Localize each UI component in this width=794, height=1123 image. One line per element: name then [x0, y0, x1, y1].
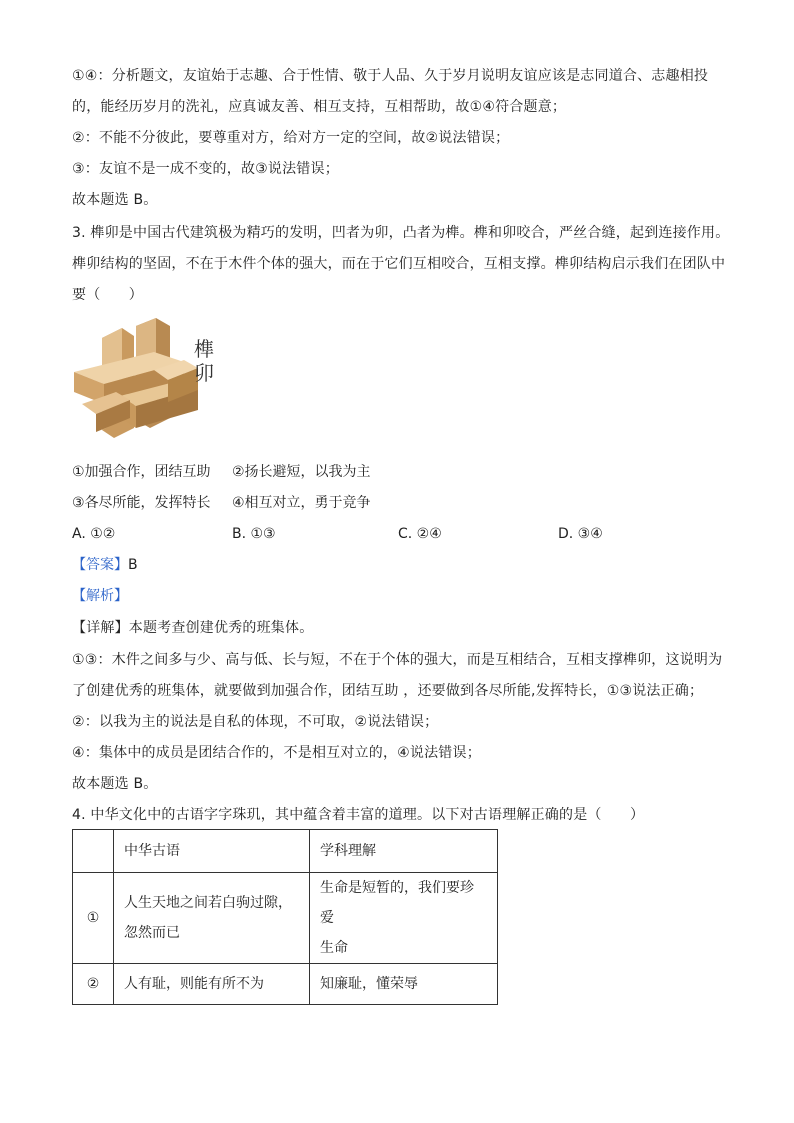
- question-3-stem: 榫卯结构的坚固，不在于木件个体的强大，而在于它们互相咬合，互相支撑。榫卯结构启示我们在团队中: [72, 256, 726, 272]
- table-row: [73, 873, 498, 964]
- detail-line: ④：集体中的成员是团结合作的，不是相互对立的，④说法错误；: [72, 745, 481, 761]
- mortise-tenon-image: [74, 318, 234, 446]
- analysis-line: [72, 586, 128, 606]
- table-header-row: [73, 830, 498, 873]
- answer-value: B: [128, 557, 138, 573]
- table-cell: [73, 830, 114, 873]
- statement-3: ③各尽所能，发挥特长: [72, 495, 211, 511]
- detail-line: 【详解】本题考查创建优秀的班集体。: [72, 620, 314, 636]
- detail-line: ①③：木件之间多与少、高与低、长与短，不在于个体的强大，而是互相结合，互相支撑榫卯，这说明为: [72, 652, 723, 668]
- table-cell: [114, 873, 310, 964]
- detail-line: 了创建优秀的班集体，就要做到加强合作，团结互助 ，还要做到各尽所能,发挥特长，①③说法正确；: [72, 683, 704, 699]
- question-3-stem: 3. 榫卯是中国古代建筑极为精巧的发明，凹者为卯，凸者为榫。榫和卯咬合，严丝合缝，起到连接作用。: [72, 225, 730, 241]
- row-number: ①: [73, 873, 114, 964]
- option-a: A. ①②: [72, 526, 116, 542]
- table-header-proverb: 中华古语: [114, 830, 310, 873]
- option-d: D. ③④: [558, 526, 603, 542]
- row-number: ②: [73, 964, 114, 1005]
- table-cell: 知廉耻，懂荣辱: [310, 964, 498, 1005]
- statement-2: ②扬长避短，以我为主: [232, 464, 371, 480]
- statement-4: ④相互对立，勇于竞争: [232, 495, 371, 511]
- cell-line: 生命是短暂的，我们要珍爱: [320, 880, 474, 926]
- text-line: ①④：分析题文，友谊始于志趣、合于性情、敬于人品、久于岁月说明友谊应该是志同道合、志趣相投: [72, 68, 709, 84]
- proverb-table: [72, 829, 498, 1005]
- table-cell: 人有耻，则能有所不为: [114, 964, 310, 1005]
- analysis-tag: 【解析】: [72, 588, 128, 604]
- text-line: ②：不能不分彼此，要尊重对方，给对方一定的空间，故②说法错误；: [72, 130, 510, 146]
- text-line: 的，能经历岁月的洗礼，应真诚友善、相互支持，互相帮助，故①④符合题意；: [72, 99, 567, 115]
- cell-line: 忽然而已: [124, 925, 180, 941]
- answer-line: [72, 555, 138, 575]
- detail-line: ②：以我为主的说法是自私的体现，不可取，②说法错误；: [72, 714, 439, 730]
- figure-label: 榫: [194, 337, 214, 361]
- option-c: C. ②④: [398, 526, 442, 542]
- cell-line: 生命: [320, 940, 348, 956]
- question-4-stem: 4. 中华文化中的古语字字珠玑，其中蕴含着丰富的道理。以下对古语理解正确的是（ ）: [72, 807, 645, 823]
- question-3-stem: 要（ ）: [72, 287, 143, 303]
- option-b: B. ①③: [232, 526, 276, 542]
- table-header-understanding: 学科理解: [310, 830, 498, 873]
- figure-label: 卯: [194, 361, 214, 385]
- table-cell: [310, 873, 498, 964]
- detail-line: 故本题选 B。: [72, 776, 158, 792]
- text-line: 故本题选 B。: [72, 192, 158, 208]
- table-row: [73, 964, 498, 1005]
- cell-line: 人生天地之间若白驹过隙，: [124, 895, 292, 911]
- statement-1: ①加强合作，团结互助: [72, 464, 211, 480]
- answer-tag: 【答案】: [72, 557, 128, 573]
- text-line: ③：友谊不是一成不变的，故③说法错误；: [72, 161, 339, 177]
